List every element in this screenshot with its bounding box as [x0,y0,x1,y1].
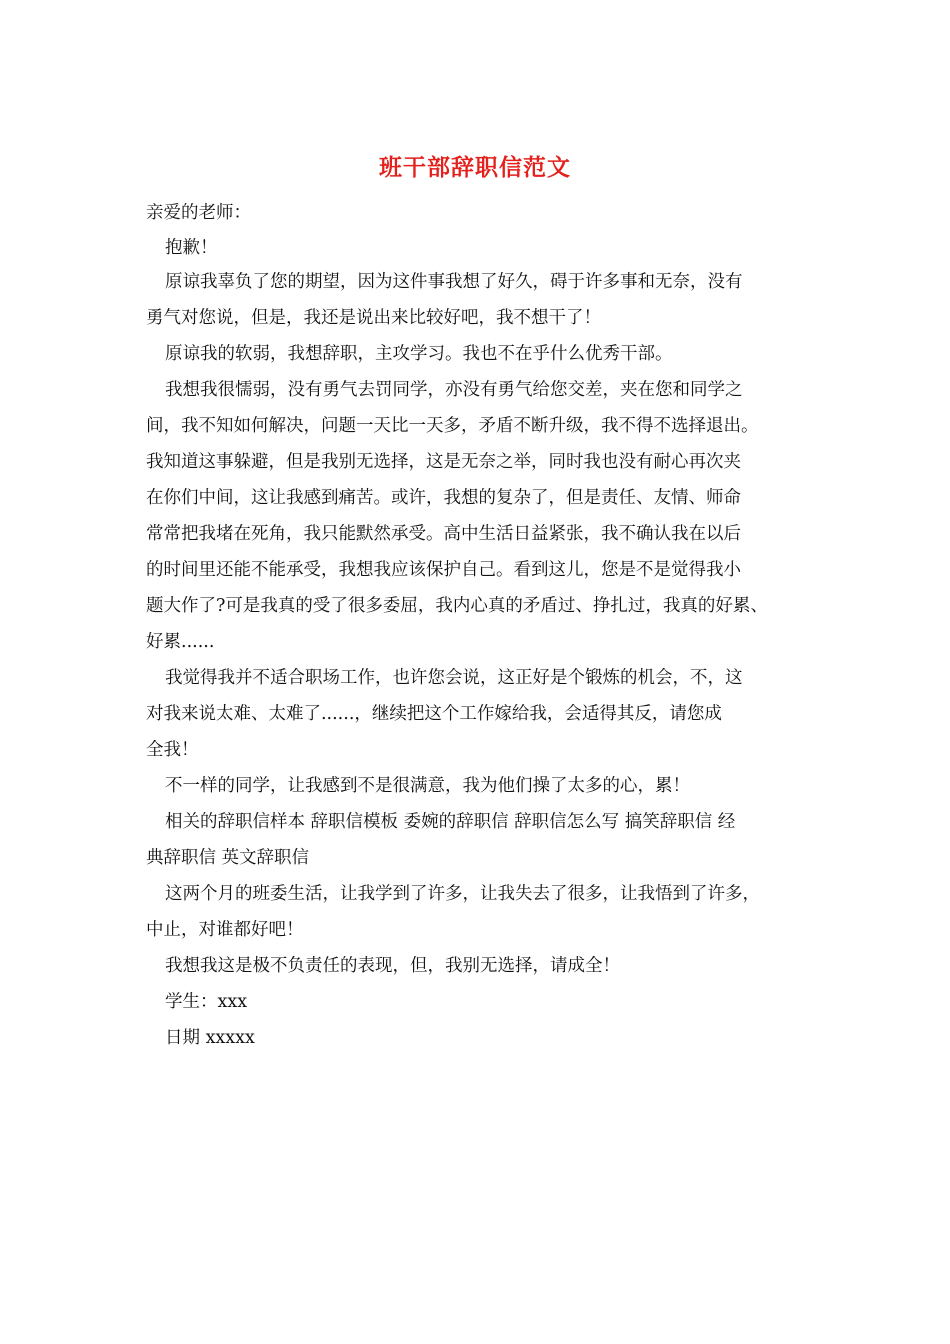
paragraph-line: 我知道这事躲避，但是我别无选择，这是无奈之举，同时我也没有耐心再次夹 [146,452,741,472]
paragraph-line: 原谅我的软弱，我想辞职，主攻学习。我也不在乎什么优秀干部。 [165,344,673,364]
paragraph-line: 在你们中间，这让我感到痛苦。或许，我想的复杂了，但是责任、友情、师命 [146,488,741,508]
paragraph-line: 中止，对谁都好吧！ [146,920,304,940]
date-line: 日期 xxxxx [165,1028,255,1048]
salutation: 亲爱的老师： [146,203,251,223]
related-links-line: 相关的辞职信样本 辞职信模板 委婉的辞职信 辞职信怎么写 搞笑辞职信 经 [165,812,736,832]
paragraph-line: 原谅我辜负了您的期望，因为这件事我想了好久，碍于许多事和无奈，没有 [165,272,743,292]
paragraph-line: 间，我不知如何解决，问题一天比一天多，矛盾不断升级，我不得不选择退出。 [146,416,759,436]
paragraph-line: 好累...... [146,632,215,652]
document-title: 班干部辞职信范文 [379,154,571,181]
paragraph-line: 勇气对您说，但是，我还是说出来比较好吧，我不想干了！ [146,308,601,328]
paragraph-line: 抱歉！ [165,238,218,258]
paragraph-line: 我想我这是极不负责任的表现，但，我别无选择，请成全！ [165,956,620,976]
paragraph-line: 这两个月的班委生活，让我学到了许多，让我失去了很多，让我悟到了许多， [165,884,760,904]
paragraph-line: 全我！ [146,740,199,760]
paragraph-line: 常常把我堵在死角，我只能默然承受。高中生活日益紧张，我不确认我在以后 [146,524,741,544]
paragraph-line: 我觉得我并不适合职场工作，也许您会说，这正好是个锻炼的机会，不，这 [165,668,743,688]
paragraph-line: 对我来说太难、太难了......，继续把这个工作嫁给我，会适得其反，请您成 [146,704,722,724]
signature-line: 学生：xxx [165,992,248,1012]
related-links-line: 典辞职信 英文辞职信 [146,848,310,868]
paragraph-line: 不一样的同学，让我感到不是很满意，我为他们操了太多的心，累！ [165,776,690,796]
paragraph-line: 题大作了?可是我真的受了很多委屈，我内心真的矛盾过、挣扎过，我真的好累、 [146,596,768,616]
paragraph-line: 我想我很懦弱，没有勇气去罚同学，亦没有勇气给您交差，夹在您和同学之 [165,380,743,400]
paragraph-line: 的时间里还能不能承受，我想我应该保护自己。看到这儿，您是不是觉得我小 [146,560,741,580]
